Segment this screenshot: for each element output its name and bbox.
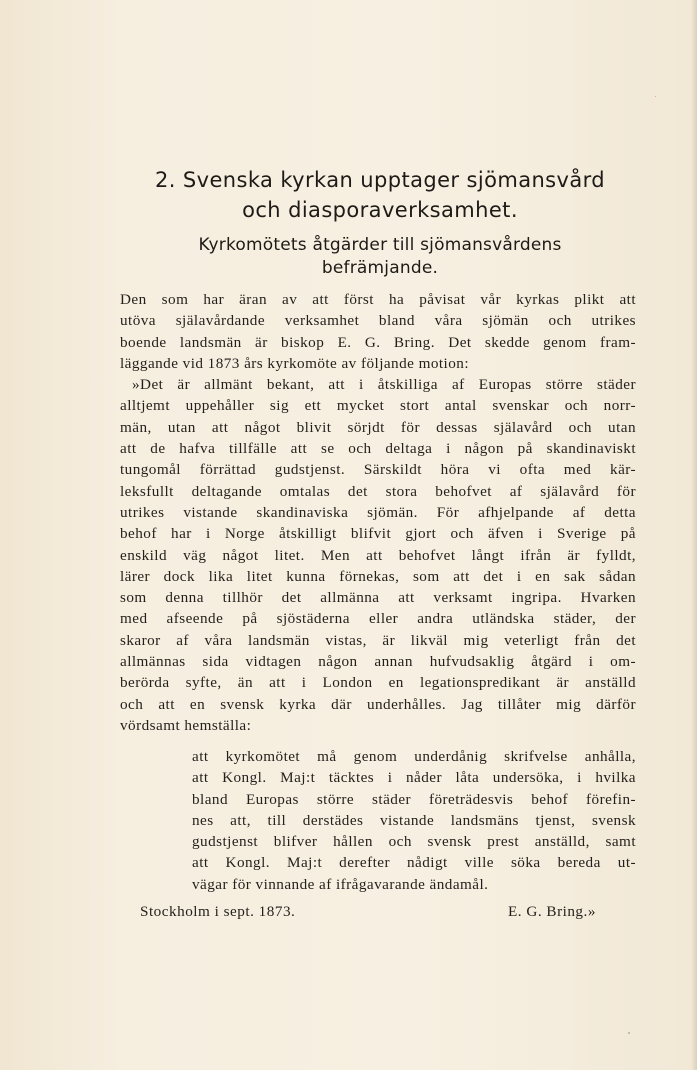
motion-line: alltjemt uppehåller sig ett mycket stort antal svenskar och norr- bbox=[120, 397, 636, 415]
body-text bbox=[120, 289, 636, 736]
intro-line: utöva själavårdande verksamhet bland våra sjömän och utrikes bbox=[120, 312, 636, 330]
paper-speck bbox=[628, 1032, 630, 1034]
motion-line: som denna tillhör det allmänna att verksamt ingripa. Hvarken bbox=[120, 589, 636, 607]
intro-line: läggande vid 1873 års kyrkomöte av följande motion: bbox=[120, 354, 469, 372]
signature-place-date: Stockholm i sept. 1873. bbox=[140, 903, 296, 920]
motion-line: utrikes vistande skandinaviska sjömän. För afhjelpande af detta bbox=[120, 503, 636, 521]
section-title-line-1: 2. Svenska kyrkan upptager sjömansvård bbox=[154, 168, 606, 192]
motion-line: att de hafva tillfälle att se och deltaga i någon på skandinaviskt bbox=[120, 440, 636, 458]
petition-line: bland Europas större städer företrädesvis behof förefin- bbox=[192, 790, 636, 808]
section-title-line-2: och diasporaverksamhet. bbox=[242, 198, 518, 222]
petition-line: vägar för vinnande af ifrågavarande ändamål. bbox=[192, 875, 489, 893]
subtitle-line-1: Kyrkomötets åtgärder till sjömansvårdens bbox=[198, 235, 562, 255]
motion-line: män, utan att något blivit sörjdt för dessas själavård och utan bbox=[120, 418, 636, 436]
intro-line: Den som har äran av att först ha påvisat vår kyrkas plikt att bbox=[120, 291, 636, 308]
motion-line: vördsamt hemställa: bbox=[120, 716, 252, 734]
section-title bbox=[100, 165, 660, 225]
page-edge-shadow bbox=[691, 0, 697, 1070]
motion-line: enskild väg något litet. Men att behofvet långt ifrån är fylldt, bbox=[120, 546, 636, 564]
motion-line: skaror af våra landsmän vistas, är likväl mig veterligt från det bbox=[120, 631, 636, 649]
petition-line: gudstjenst blifver hållen och svensk prest anställd, samt bbox=[192, 833, 636, 851]
paper-speck bbox=[655, 96, 656, 97]
intro-line: boende landsmän är biskop E. G. Bring. Det skedde genom fram- bbox=[120, 333, 636, 351]
subtitle-line-2: befrämjande. bbox=[321, 258, 439, 278]
motion-line: lärer dock lika litet kunna förnekas, som att det i en sak sådan bbox=[120, 567, 636, 585]
petition-line: att kyrkomötet må genom underdånig skrifvelse anhålla, bbox=[192, 748, 636, 765]
motion-line: och att en svensk kyrka där underhålles. Jag tillåter mig därför bbox=[120, 695, 636, 713]
petition-line: att Kongl. Maj:t derefter nådigt ville söka bereda ut- bbox=[192, 854, 636, 872]
motion-line: behof har i Norge åtskilligt blifvit gjort och äfven i Sverige på bbox=[120, 525, 636, 543]
petition-line: nes att, till derstädes vistande landsmäns tjenst, svensk bbox=[192, 811, 636, 829]
motion-line: med afseende på sjöstäderna eller andra utländska städer, der bbox=[120, 610, 636, 628]
petition-block bbox=[192, 746, 636, 895]
signature-name: E. G. Bring.» bbox=[508, 903, 596, 920]
motion-line: tungomål förrättad gudstjenst. Särskildt höra vi ofta med kär- bbox=[120, 461, 636, 479]
motion-line: berörda syfte, än att i London en legationspredikant är anställd bbox=[120, 674, 636, 692]
motion-line: allmännas sida vidtagen någon annan hufvudsaklig åtgärd i om- bbox=[120, 653, 636, 671]
motion-line: leksfullt deltagande omtalas det stora behofvet af själavård för bbox=[120, 482, 636, 500]
motion-line: »Det är allmänt bekant, att i åtskilliga af Europas större städer bbox=[132, 376, 636, 394]
petition-line: att Kongl. Maj:t täcktes i nåder låta undersöka, i hvilka bbox=[192, 769, 636, 787]
subtitle bbox=[100, 234, 660, 280]
